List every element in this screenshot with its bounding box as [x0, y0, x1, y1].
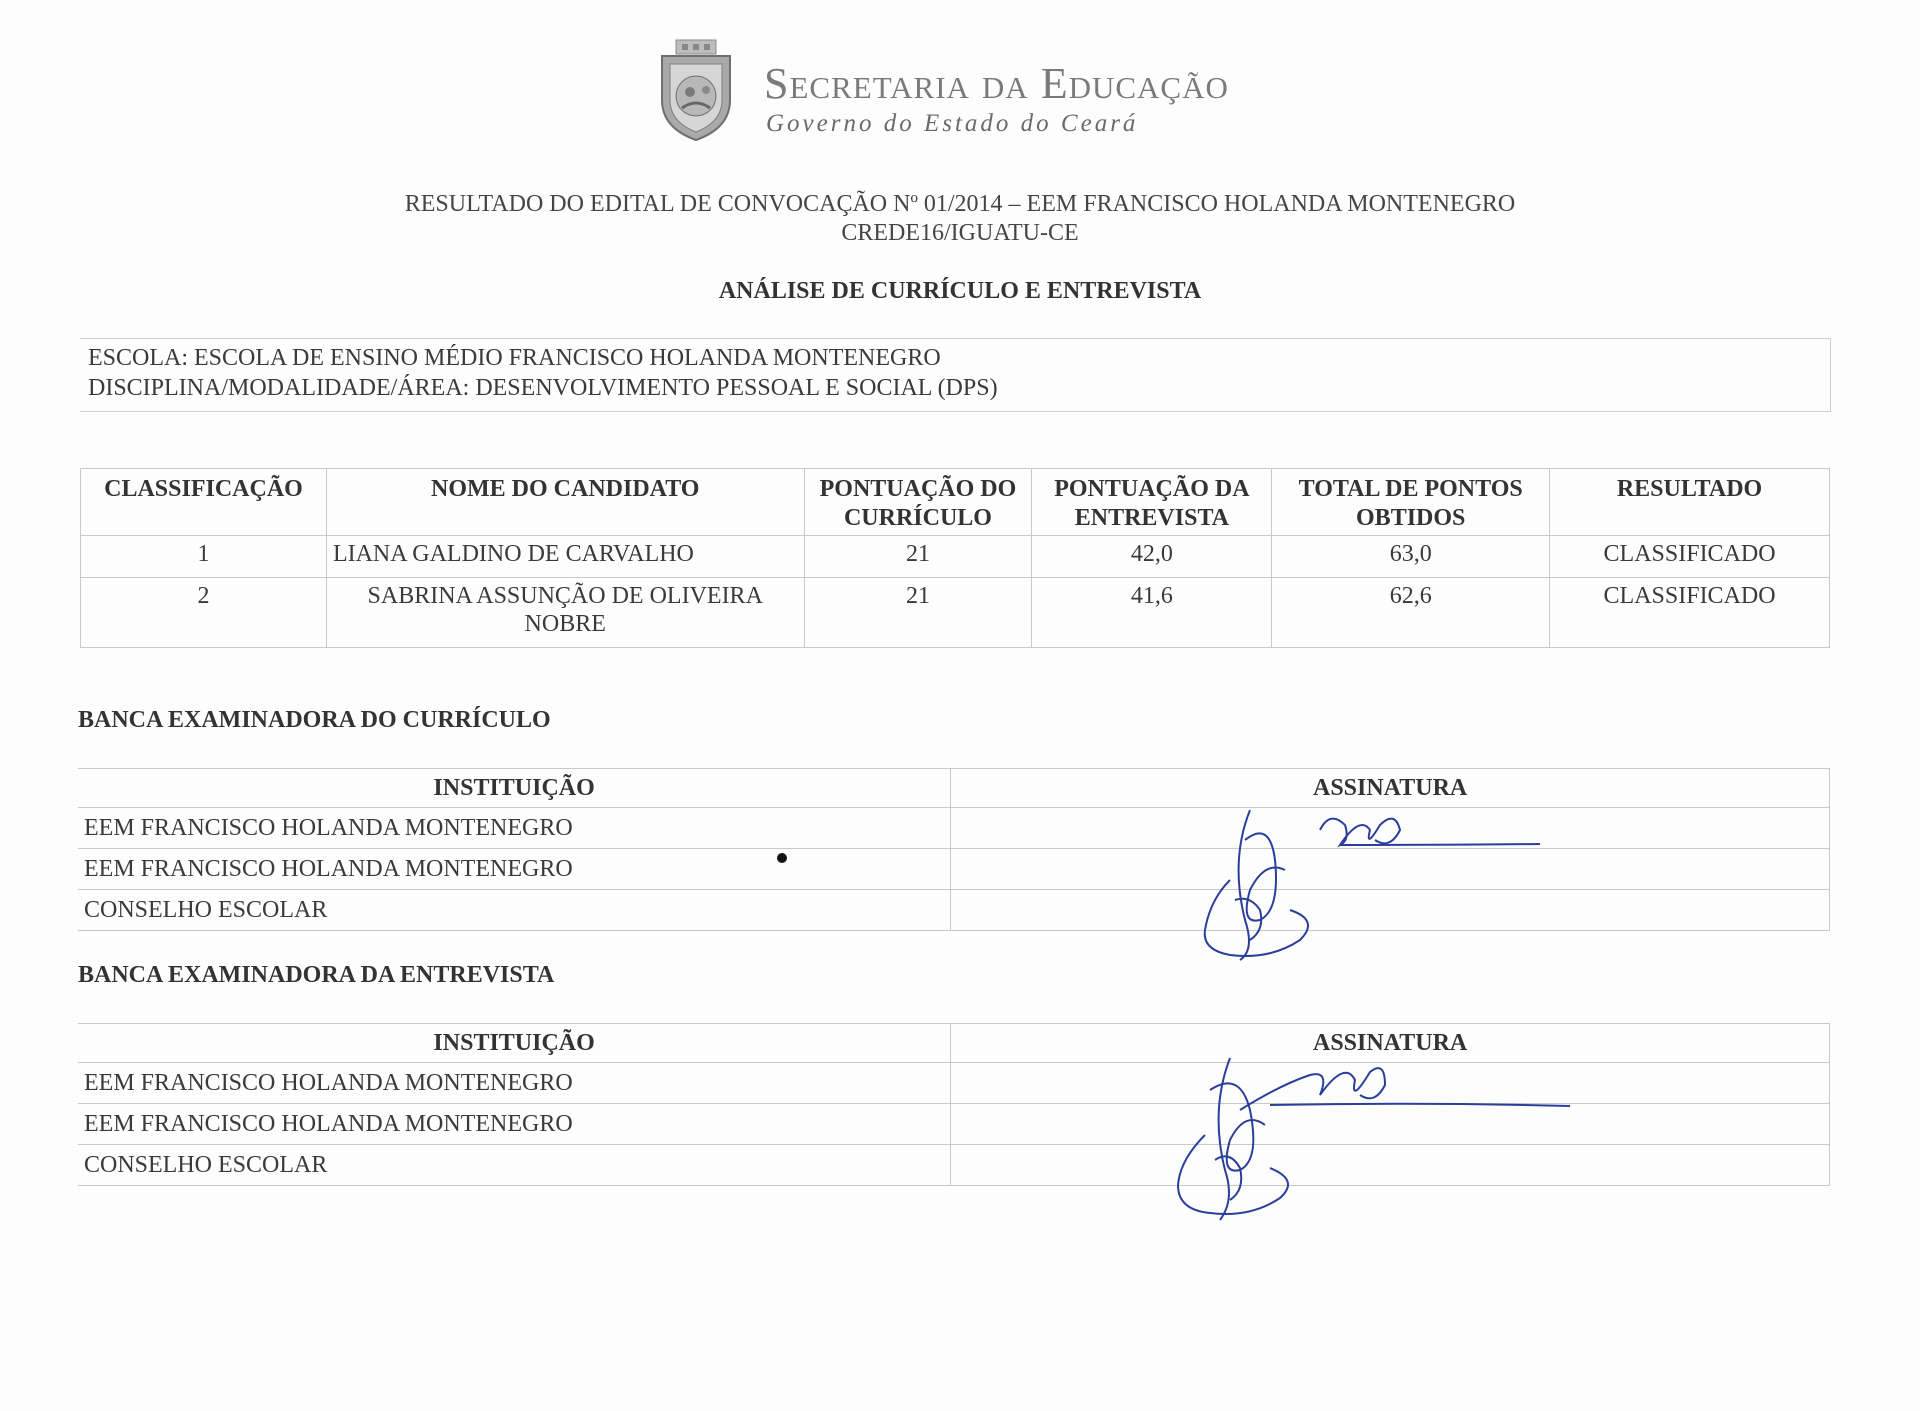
col-total-l1: TOTAL DE PONTOS — [1298, 476, 1523, 502]
candidate-name-l2: NOBRE — [524, 611, 606, 637]
discipline-line: DISCIPLINA/MODALIDADE/ÁREA: DESENVOLVIMENTO PESSOAL E SOCIAL (DPS) — [88, 375, 998, 401]
col-signature: ASSINATURA — [951, 1024, 1830, 1063]
candidate-name-l1: SABRINA ASSUNÇÃO DE OLIVEIRA — [367, 583, 763, 609]
school-info-box — [80, 338, 1831, 412]
table-row — [81, 578, 1830, 648]
col-classification: CLASSIFICAÇÃO — [81, 469, 327, 536]
results-table — [80, 468, 1830, 648]
brand-subtitle: Governo do Estado do Ceará — [766, 110, 1139, 137]
banca-entrevista-title: BANCA EXAMINADORA DA ENTREVISTA — [78, 962, 555, 988]
col-curriculum-score — [804, 469, 1032, 536]
candidate-name-cell: LIANA GALDINO DE CARVALHO — [326, 536, 804, 578]
col-interview-score-l1: PONTUAÇÃO DA — [1054, 476, 1250, 502]
result-cell: CLASSIFICADO — [1550, 578, 1830, 648]
state-crest-icon — [656, 38, 736, 142]
letterhead — [656, 38, 1296, 148]
rank-cell: 2 — [81, 578, 327, 648]
col-total — [1272, 469, 1550, 536]
institution-cell: EEM FRANCISCO HOLANDA MONTENEGRO — [78, 849, 951, 890]
total-score-cell: 62,6 — [1272, 578, 1550, 648]
col-interview-score — [1032, 469, 1272, 536]
table-row — [81, 536, 1830, 578]
interview-score-cell: 42,0 — [1032, 536, 1272, 578]
institution-cell: EEM FRANCISCO HOLANDA MONTENEGRO — [78, 808, 951, 849]
candidate-name-cell — [326, 578, 804, 648]
rank-cell: 1 — [81, 536, 327, 578]
banca-curriculo-title: BANCA EXAMINADORA DO CURRÍCULO — [78, 707, 551, 733]
institution-cell: CONSELHO ESCOLAR — [78, 890, 951, 931]
institution-cell: CONSELHO ESCOLAR — [78, 1145, 951, 1186]
col-curriculum-score-l2: CURRÍCULO — [843, 505, 992, 531]
curriculum-score-cell: 21 — [804, 536, 1032, 578]
signature-mark — [1190, 800, 1570, 965]
document-title-line1: RESULTADO DO EDITAL DE CONVOCAÇÃO Nº 01/2014 – EEM FRANCISCO HOLANDA MONTENEGRO — [404, 191, 1516, 217]
results-header-row — [81, 469, 1830, 536]
result-cell: CLASSIFICADO — [1550, 536, 1830, 578]
institution-cell: EEM FRANCISCO HOLANDA MONTENEGRO — [78, 1104, 951, 1145]
col-total-l2: OBTIDOS — [1356, 505, 1466, 531]
col-institution: INSTITUIÇÃO — [78, 1024, 951, 1063]
school-line: ESCOLA: ESCOLA DE ENSINO MÉDIO FRANCISCO HOLANDA MONTENEGRO — [88, 345, 941, 371]
total-score-cell: 63,0 — [1272, 536, 1550, 578]
col-interview-score-l2: ENTREVISTA — [1074, 505, 1229, 531]
section-title: ANÁLISE DE CURRÍCULO E ENTREVISTA — [718, 278, 1202, 304]
col-signature: ASSINATURA — [951, 769, 1830, 808]
col-institution: INSTITUIÇÃO — [78, 769, 951, 808]
col-result: RESULTADO — [1550, 469, 1830, 536]
curriculum-score-cell: 21 — [804, 578, 1032, 648]
signature-mark — [1170, 1050, 1590, 1225]
col-candidate: NOME DO CANDIDATO — [326, 469, 804, 536]
institution-cell: EEM FRANCISCO HOLANDA MONTENEGRO — [78, 1063, 951, 1104]
interview-score-cell: 41,6 — [1032, 578, 1272, 648]
ink-dot — [777, 853, 787, 863]
document-title-line2: CREDE16/IGUATU-CE — [841, 220, 1079, 246]
brand-title: Secretaria da Educação — [764, 59, 1229, 108]
col-curriculum-score-l1: PONTUAÇÃO DO — [819, 476, 1017, 502]
